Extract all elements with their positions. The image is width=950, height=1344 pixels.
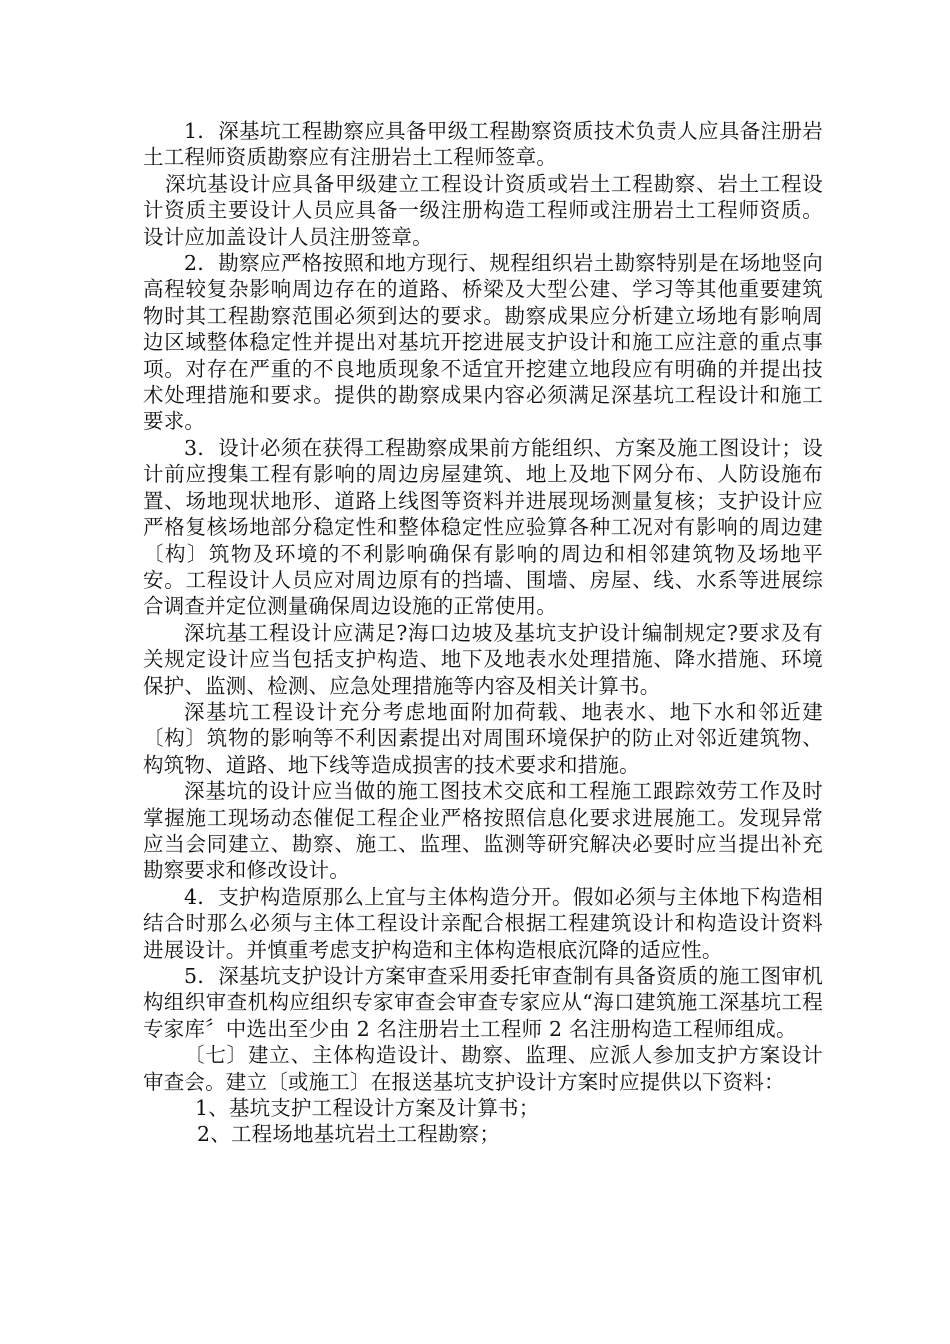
document-body: [143, 118, 823, 1148]
paragraph-10: 〔七〕建立、主体构造设计、勘察、监理、应派人参加支护方案设计审查会。建立〔或施工〕在报送基坑支护设计方案时应提供以下资料：: [143, 1043, 823, 1094]
paragraph-7: 深基坑的设计应当做的施工图技术交底和工程施工跟踪效劳工作及时掌握施工现场动态催促工程企业严格按照信息化要求进展施工。发现异常应当会同建立、勘察、施工、监理、监测等研究解决必要时应当提出补充勘察要求和修改设计。: [143, 779, 823, 883]
paragraph-3: 2．勘察应严格按照和地方现行、规程组织岩土勘察特别是在场地竖向高程较复杂影响周边存在的道路、桥梁及大型公建、学习等其他重要建筑物时其工程勘察范围必须到达的要求。勘察成果应分析建立场地有影响周边区域整体稳定性并提出对基坑开挖进展支护设计和施工应注意的重点事项。对存在严重的不良地质现象不适宜开挖建立地段应有明确的并提出技术处理措施和要求。提供的勘察成果内容必须满足深基坑工程设计和施工要求。: [143, 251, 823, 434]
paragraph-1: 1．深基坑工程勘察应具备甲级工程勘察资质技术负责人应具备注册岩土工程师资质勘察应有注册岩土工程师签章。: [143, 119, 823, 170]
paragraph-9: 5．深基坑支护设计方案审查采用委托审查制有具备资质的施工图审机构组织审查机构应组织专家审查会审查专家应从“海口建筑施工深基坑工程专家库〞中选出至少由 2 名注册岩土工程师 2 名注册构造工程师组成。: [143, 964, 823, 1041]
paragraph-6: 深基坑工程设计充分考虑地面附加荷载、地表水、地下水和邻近建〔构〕筑物的影响等不利因素提出对周围环境保护的防止对邻近建筑物、构筑物、道路、地下线等造成损害的技术要求和措施。: [143, 699, 823, 777]
paragraph-5: 深坑基工程设计应满足?海口边坡及基坑支护设计编制规定?要求及有关规定设计应当包括支护构造、地下及地表水处理措施、降水措施、环境保护、监测、检测、应急处理措施等内容及相关计算书。: [143, 620, 823, 698]
paragraph-2: 深坑基设计应具备甲级建立工程设计资质或岩土工程勘察、岩土工程设计资质主要设计人员应具备一级注册构造工程师或注册岩土工程师资质。设计应加盖设计人员注册签章。: [143, 171, 823, 249]
paragraph-8: 4．支护构造原那么上宜与主体构造分开。假如必须与主体地下构造相结合时那么必须与主体工程设计亲配合根据工程建筑设计和构造设计资料进展设计。并慎重考虑支护构造和主体构造根底沉降的适应性。: [143, 884, 823, 962]
paragraph-4: 3．设计必须在获得工程勘察成果前方能组织、方案及施工图设计；设计前应搜集工程有影响的周边房屋建筑、地上及地下网分布、人防设施布置、场地现状地形、道路上线图等资料并进展现场测量复核；支护设计应严格复核场地部分稳定性和整体稳定性应验算各种工况对有影响的周边建〔构〕筑物及环境的不利影响确保有影响的周边和相邻建筑物及场地平安。工程设计人员应对周边原有的挡墙、围墙、房屋、线、水系等进展综合调查并定位测量确保周边设施的正常使用。: [143, 435, 823, 619]
list-item-2: 2、工程场地基坑岩土工程勘察；: [197, 1122, 501, 1147]
list-item-1: 1、基坑支护工程设计方案及计算书；: [195, 1096, 540, 1121]
